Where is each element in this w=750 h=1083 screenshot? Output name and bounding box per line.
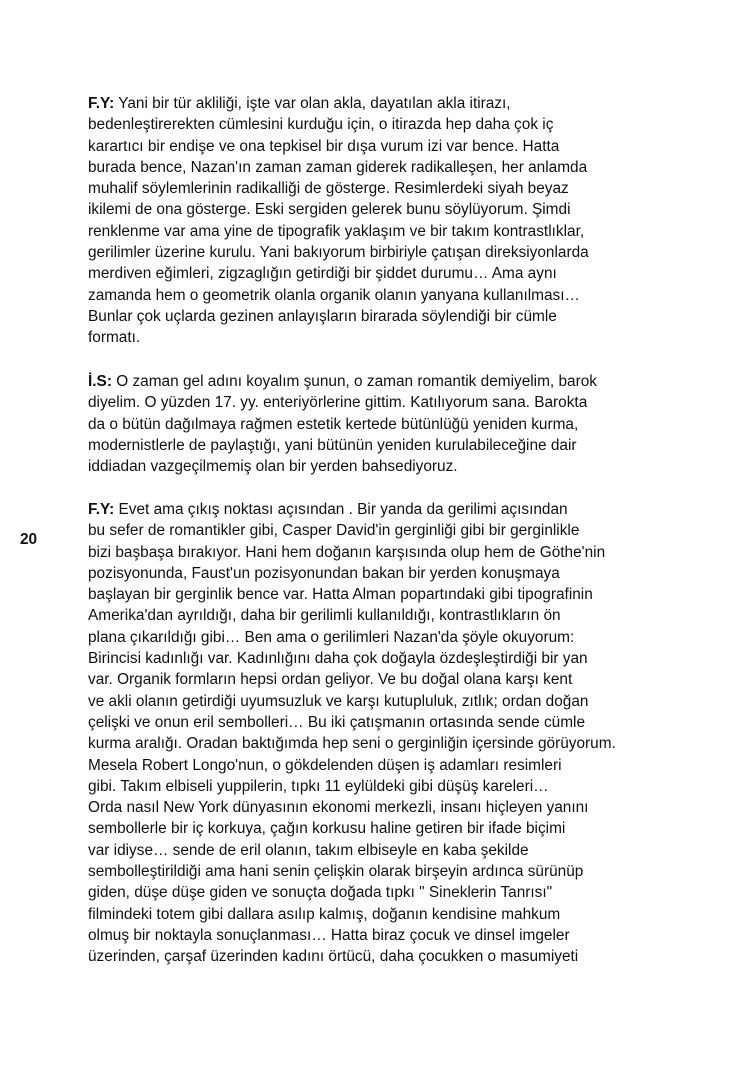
text-line: kurma aralığı. Oradan baktığımda hep seni o gerginliğin içersinde görüyorum.	[88, 735, 616, 753]
speaker-label: F.Y:	[88, 501, 115, 518]
text-line: Orda nasıl New York dünyasının ekonomi merkezli, insanı hiçleyen yanını	[88, 799, 589, 817]
text-line: giden, düşe düşe giden ve sonuçta doğada tıpkı " Sineklerin Tanrısı"	[88, 884, 553, 902]
text-line: çelişki ve onun eril sembolleri… Bu iki çatışmanın ortasında sende cümle	[88, 713, 586, 731]
text-line: zamanda hem o geometrik olanla organik olanın yanyana kullanılması…	[88, 286, 580, 304]
text-line: ve akli olanın getirdiği uyumsuzluk ve karşı kutupluluk, zıtlık; ordan doğan	[88, 692, 589, 710]
text-line: modernistlerle de paylaştığı, yani bütünün yeniden kurulabileceğine dair	[88, 436, 577, 454]
text-line: karartıcı bir endişe ve ona tepkisel bir dışa vurum izi var bence. Hatta	[88, 137, 560, 155]
text-line: F.Y: Evet ama çıkış noktası açısından . Bir yanda da gerilimi açısından	[88, 501, 568, 518]
text-line: filmindeki totem gibi dallara asılıp kalmış, doğanın kendisine mahkum	[88, 905, 561, 923]
text-line: gibi. Takım elbiseli yuppilerin, tıpkı 11 eylüldeki gibi düşüş kareleri…	[88, 777, 549, 795]
text-line: İ.S: O zaman gel adını koyalım şunun, o zaman romantik demiyelim, barok	[88, 373, 597, 390]
paragraph-is-1	[88, 371, 668, 477]
text-line: Birincisi kadınlığı var. Kadınlığını daha çok doğayla özdeşleştirdiği bir yan	[88, 650, 588, 668]
text-line: başlayan bir gerginlik bence var. Hatta Alman popartındaki gibi tipografinin	[88, 586, 593, 604]
text-line: Amerika'dan ayrıldığı, daha bir gerilimli kullanıldığı, kontrastlıkların ön	[88, 607, 561, 625]
text-line: olmuş bir noktayla sonuçlanması… Hatta biraz çocuk ve dinsel imgeler	[88, 926, 570, 944]
text-line: formatı.	[88, 329, 141, 347]
text-line: var idiyse… sende de eril olanın, takım elbiseyle en kaba şekilde	[88, 841, 529, 859]
text-line: ikilemi de ona gösterge. Eski sergiden gelerek bunu söylüyorum. Şimdi	[88, 201, 571, 219]
page-number: 20	[20, 531, 38, 548]
text-line: pozisyonunda, Faust'un pozisyonundan bakan bir yerden konuşmaya	[88, 564, 560, 582]
text-line: bizi başbaşa bırakıyor. Hani hem doğanın karşısında olup hem de Göthe'nin	[88, 543, 606, 561]
text-line: burada bence, Nazan'ın zaman zaman giderek radikalleşen, her anlamda	[88, 158, 588, 176]
text-line: sembollerle bir iç korkuya, çağın korkusu haline getiren bir ifade biçimi	[88, 820, 566, 838]
paragraph-fy-1	[88, 93, 668, 349]
text-line: gerilimler üzerine kurulu. Yani bakıyorum birbiriyle çatışan direksiyonlarda	[88, 244, 589, 262]
text-line: da o bütün dağılmaya rağmen estetik kertede bütünlüğü yeniden kurma,	[88, 415, 579, 433]
text-line: plana çıkarıldığı gibi… Ben ama o gerilimleri Nazan'da şöyle okuyorum:	[88, 628, 575, 646]
text-line: iddiadan vazgeçilmemiş olan bir yerden bahsediyoruz.	[88, 458, 458, 476]
text-line: merdiven eğimleri, zigzaglığın getirdiği bir şiddet durumu… Ama aynı	[88, 265, 557, 283]
text-line: renklenme var ama yine de tipografik yaklaşım ve bir takım kontrastlıklar,	[88, 222, 585, 240]
text-line: F.Y: Yani bir tür akliliği, işte var olan akla, dayatılan akla itirazı,	[88, 95, 511, 112]
speaker-label: F.Y:	[88, 95, 115, 112]
text-line: muhalif söylemlerinin radikalliği de gösterge. Resimlerdeki siyah beyaz	[88, 180, 569, 198]
text-line: diyelim. O yüzden 17. yy. enteriyörlerine gittim. Katılıyorum sana. Barokta	[88, 394, 588, 412]
text-line: sembolleştirildiği ama hani senin çelişkin olarak birşeyin ardınca sürünüp	[88, 863, 584, 881]
text-line: Bunlar çok uçlarda gezinen anlayışların birarada söylendiği bir cümle	[88, 307, 557, 325]
text-line: Mesela Robert Longo'nun, o gökdelenden düşen iş adamları resimleri	[88, 756, 562, 774]
text-line: var. Organik formların hepsi ordan geliyor. Ve bu doğal olana karşı kent	[88, 671, 573, 689]
paragraph-fy-2	[88, 499, 668, 968]
text-line: bedenleştirerekten cümlesini kurduğu için, o itirazda hep daha çok iç	[88, 116, 554, 134]
text-line: üzerinden, çarşaf üzerinden kadını örtücü, daha çocukken o masumiyeti	[88, 948, 579, 966]
text-line: bu sefer de romantikler gibi, Casper David'in gerginliği gibi bir gerginlikle	[88, 522, 580, 540]
speaker-label: İ.S:	[88, 373, 112, 390]
